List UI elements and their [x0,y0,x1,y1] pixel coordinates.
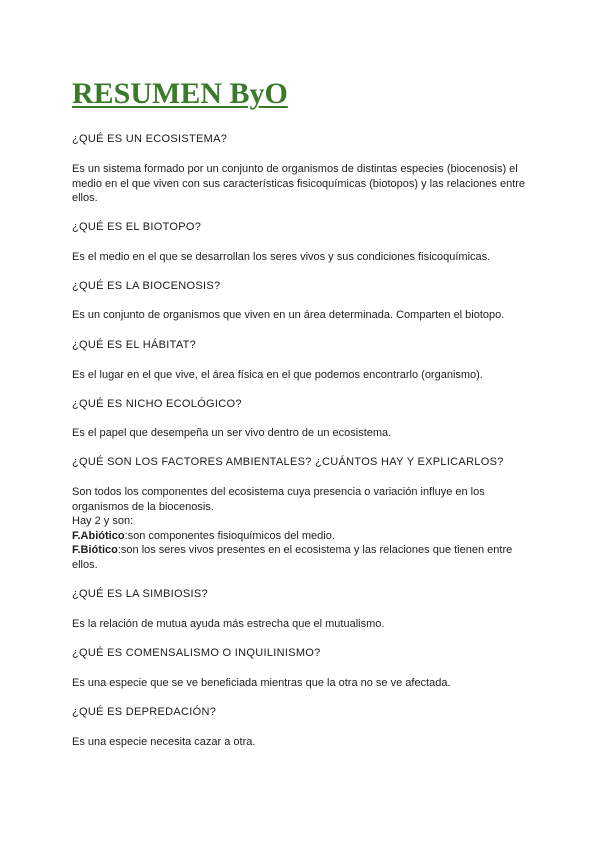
answer-comensalismo: Es una especie que se ve beneficiada mientras que la otra no se ve afectada. [72,677,451,689]
answer-nicho-ecologico: Es el papel que desempeña un ser vivo dentro de un ecosistema. [72,427,392,439]
question-depredacion: ¿QUÉ ES DEPREDACIÓN? [72,706,217,718]
question-habitat: ¿QUÉ ES EL HÁBITAT? [72,339,197,351]
answer-simbiosis: Es la relación de mutua ayuda más estrecha que el mutualismo. [72,618,385,630]
question-ecosistema: ¿QUÉ ES UN ECOSISTEMA? [72,133,228,145]
document-title: RESUMEN ByO [72,77,288,110]
answer-biocenosis: Es un conjunto de organismos que viven en un área determinada. Comparten el biotopo. [72,309,505,321]
question-nicho-ecologico: ¿QUÉ ES NICHO ECOLÓGICO? [72,398,242,410]
factor-abiotico-term: F.Abiótico [72,529,125,542]
answer-biotopo: Es el medio en el que se desarrollan los seres vivos y sus condiciones fisicoquímicas. [72,251,491,263]
answer-habitat: Es el lugar en el que vive, el área física en el que podemos encontrarlo (organismo). [72,369,483,381]
answer-depredacion: Es una especie necesita cazar a otra. [72,736,256,748]
question-simbiosis: ¿QUÉ ES LA SIMBIOSIS? [72,588,208,600]
factor-biotico-term: F.Biótico [72,544,118,556]
question-biotopo: ¿QUÉ ES EL BIOTOPO? [72,221,202,233]
answer-ecosistema: Es un sistema formado por un conjunto de organismos de distintas especies (biocenosis) el medio en el que viven con sus características fisicoquímicas (biotopos) y las relaciones entre ellos. [72,163,526,204]
question-factores-ambientales: ¿QUÉ SON LOS FACTORES AMBIENTALES? ¿CUÁNTOS HAY Y EXPLICARLOS? [72,456,504,468]
factor-biotico-definition: :son los seres vivos presentes en el ecosistema y las relaciones que tienen entre ellos. [72,544,513,571]
factor-abiotico-definition: :son componentes fisioquímicos del medio. [124,529,335,542]
question-comensalismo: ¿QUÉ ES COMENSALISMO O INQUILINISMO? [72,647,321,659]
factores-intro: Hay 2 y son: [72,515,134,527]
factor-biotico [72,543,532,572]
factor-abiotico [72,529,532,544]
answer-factores-ambientales: Son todos los componentes del ecosistema cuya presencia o variación influye en los organismos de la biocenosis. [72,486,485,513]
question-biocenosis: ¿QUÉ ES LA BIOCENOSIS? [72,280,221,292]
